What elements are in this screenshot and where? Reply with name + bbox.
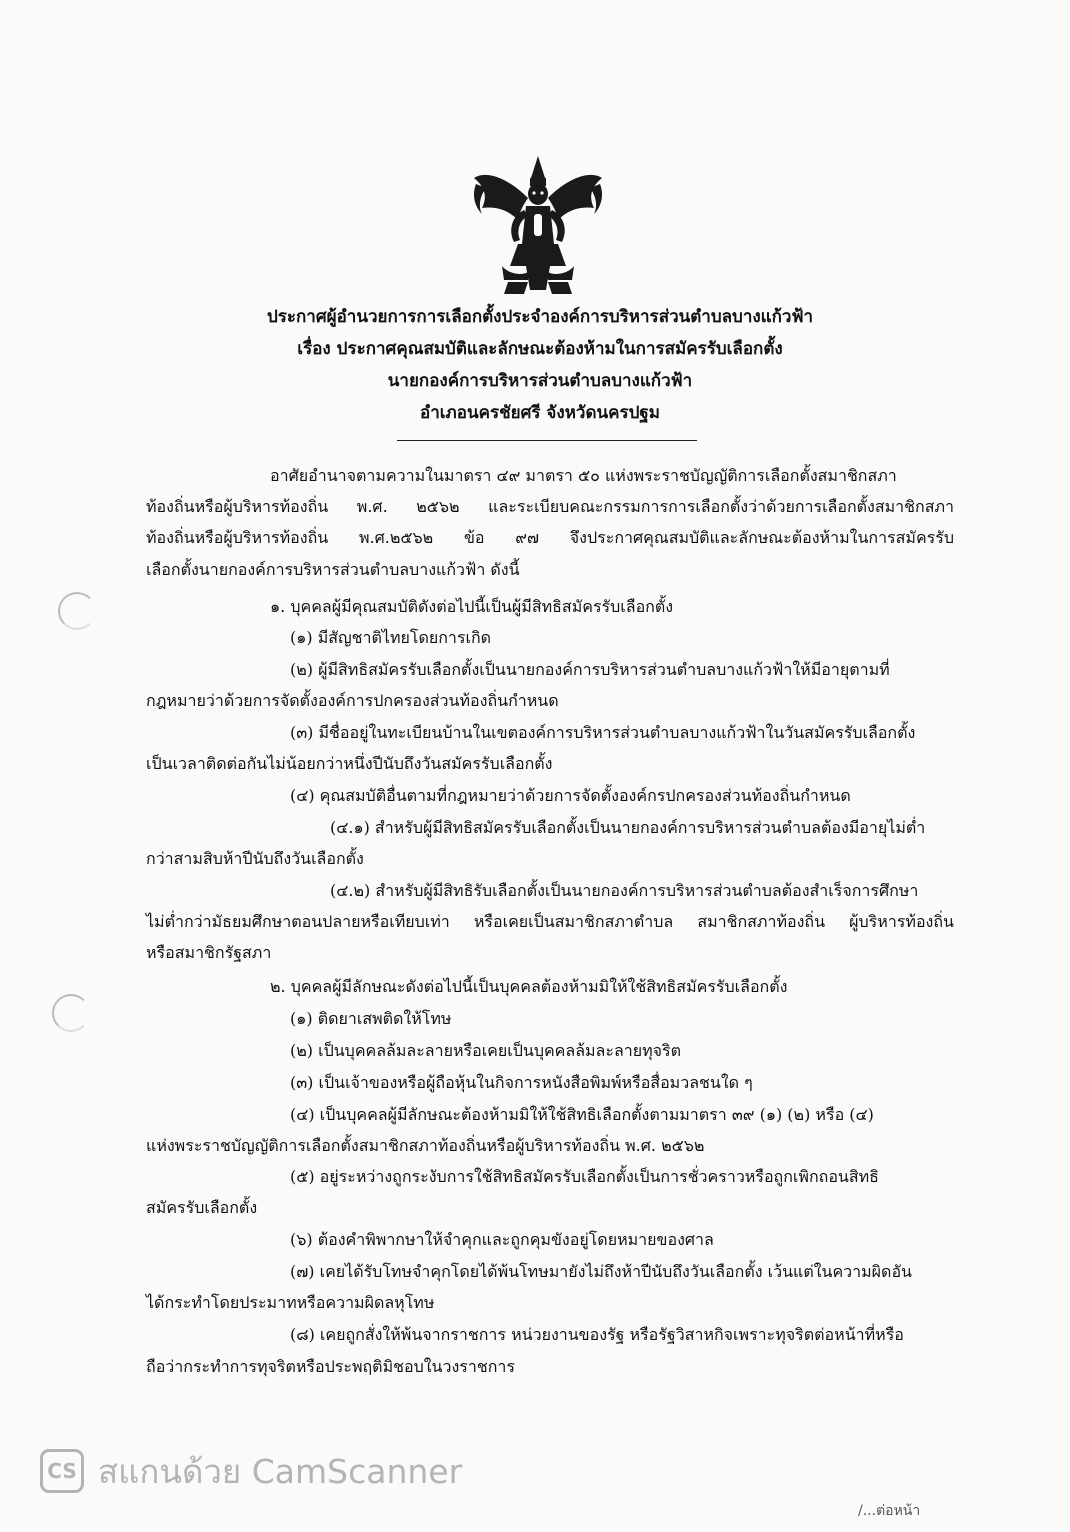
- section-1-item-4-2: (๔.๒) สำหรับผู้มีสิทธิรับเลือกตั้งเป็นนายกองค์การบริหารส่วนตำบลต้องสำเร็จการศึกษา: [330, 881, 919, 900]
- punch-hole: [58, 592, 96, 630]
- section-1-item-4-2-cont2: หรือสมาชิกรัฐสภา: [146, 943, 272, 962]
- section-1-item-2: (๒) ผู้มีสิทธิสมัครรับเลือกตั้งเป็นนายกองค์การบริหารส่วนตำบลบางแก้วฟ้าให้มีอายุตามที่: [290, 660, 890, 679]
- intro-line-3: ท้องถิ่นหรือผู้บริหารท้องถิ่น พ.ศ.๒๕๖๒ ข้อ ๙๗ จึงประกาศคุณสมบัติและลักษณะต้องห้ามในการสมัครรับ: [146, 528, 954, 547]
- section-2-item-6: (๖) ต้องคำพิพากษาให้จำคุกและถูกคุมขังอยู่โดยหมายของศาล: [290, 1230, 714, 1249]
- section-1-item-3: (๓) มีชื่ออยู่ในทะเบียนบ้านในเขตองค์การบริหารส่วนตำบลบางแก้วฟ้าในวันสมัครรับเลือกตั้ง: [290, 723, 916, 742]
- intro-line-1: อาศัยอำนาจตามความในมาตรา ๔๙ มาตรา ๕๐ แห่งพระราชบัญญัติการเลือกตั้งสมาชิกสภา: [270, 466, 897, 485]
- section-2-heading: ๒. บุคคลผู้มีลักษณะดังต่อไปนี้เป็นบุคคลต้องห้ามมิให้ใช้สิทธิสมัครรับเลือกตั้ง: [270, 977, 788, 996]
- notice-title: ประกาศผู้อำนวยการการเลือกตั้งประจำองค์การบริหารส่วนตำบลบางแก้วฟ้า: [266, 307, 814, 327]
- camscanner-text: สแกนด้วย CamScanner: [98, 1451, 463, 1491]
- section-2-item-7-cont: ได้กระทำโดยประมาทหรือความผิดลหุโทษ: [146, 1293, 435, 1312]
- notice-subject-position: นายกองค์การบริหารส่วนตำบลบางแก้วฟ้า: [387, 371, 693, 391]
- heading-divider: [397, 440, 697, 441]
- page-continuation: /...ต่อหน้า: [858, 1503, 921, 1519]
- camscanner-watermark: [40, 1448, 462, 1494]
- section-1-heading: ๑. บุคคลผู้มีคุณสมบัติดังต่อไปนี้เป็นผู้มีสิทธิสมัครรับเลือกตั้ง: [270, 597, 674, 616]
- section-1-item-4: (๔) คุณสมบัติอื่นตามที่กฎหมายว่าด้วยการจัดตั้งองค์กรปกครองส่วนท้องถิ่นกำหนด: [290, 786, 851, 805]
- section-2-item-3: (๓) เป็นเจ้าของหรือผู้ถือหุ้นในกิจการหนังสือพิมพ์หรือสื่อมวลชนใด ๆ: [290, 1073, 753, 1092]
- intro-line-4: เลือกตั้งนายกองค์การบริหารส่วนตำบลบางแก้วฟ้า ดังนี้: [146, 560, 520, 579]
- section-1-item-1: (๑) มีสัญชาติไทยโดยการเกิด: [290, 628, 492, 647]
- section-2-item-2: (๒) เป็นบุคคลล้มละลายหรือเคยเป็นบุคคลล้มละลายทุจริต: [290, 1041, 682, 1060]
- section-1-item-3-cont: เป็นเวลาติดต่อกันไม่น้อยกว่าหนึ่งปีนับถึงวันสมัครรับเลือกตั้ง: [146, 754, 553, 773]
- section-2-item-8: (๘) เคยถูกสั่งให้พ้นจากราชการ หน่วยงานของรัฐ หรือรัฐวิสาหกิจเพราะทุจริตต่อหน้าที่หรือ: [290, 1325, 904, 1344]
- section-1-item-4-1-cont: กว่าสามสิบห้าปีนับถึงวันเลือกตั้ง: [146, 849, 364, 868]
- section-2-item-4: (๔) เป็นบุคคลผู้มีลักษณะต้องห้ามมิให้ใช้สิทธิเลือกตั้งตามมาตรา ๓๙ (๑) (๒) หรือ (๔): [290, 1105, 874, 1124]
- section-2-item-7: (๗) เคยได้รับโทษจำคุกโดยได้พ้นโทษมายังไม่ถึงห้าปีนับถึงวันเลือกตั้ง เว้นแต่ในความผิดอัน: [290, 1262, 912, 1281]
- punch-hole: [52, 994, 90, 1032]
- section-2-item-8-cont: ถือว่ากระทำการทุจริตหรือประพฤติมิชอบในวงราชการ: [146, 1357, 515, 1376]
- section-2-item-5-cont: สมัครรับเลือกตั้ง: [146, 1198, 258, 1217]
- notice-subject: เรื่อง ประกาศคุณสมบัติและลักษณะต้องห้ามในการสมัครรับเลือกตั้ง: [297, 339, 783, 359]
- section-1-item-4-1: (๔.๑) สำหรับผู้มีสิทธิสมัครรับเลือกตั้งเป็นนายกองค์การบริหารส่วนตำบลต้องมีอายุไม่ต่ำ: [330, 818, 926, 837]
- notice-location: อำเภอนครชัยศรี จังหวัดนครปฐม: [419, 403, 660, 423]
- intro-line-2: ท้องถิ่นหรือผู้บริหารท้องถิ่น พ.ศ. ๒๕๖๒ และระเบียบคณะกรรมการการเลือกตั้งว่าด้วยการเลือกตั้งสมาชิกสภา: [146, 497, 954, 516]
- section-2-item-5: (๕) อยู่ระหว่างถูกระงับการใช้สิทธิสมัครรับเลือกตั้งเป็นการชั่วคราวหรือถูกเพิกถอนสิทธิ: [290, 1167, 879, 1186]
- camscanner-logo-icon: CS: [40, 1449, 84, 1493]
- garuda-emblem-icon: [468, 148, 608, 298]
- section-2-item-1: (๑) ติดยาเสพติดให้โทษ: [290, 1009, 452, 1028]
- section-2-item-4-cont: แห่งพระราชบัญญัติการเลือกตั้งสมาชิกสภาท้องถิ่นหรือผู้บริหารท้องถิ่น พ.ศ. ๒๕๖๒: [146, 1136, 705, 1155]
- section-1-item-4-2-cont: ไม่ต่ำกว่ามัธยมศึกษาตอนปลายหรือเทียบเท่า หรือเคยเป็นสมาชิกสภาตำบล สมาชิกสภาท้องถิ่น ผู้บริหารท้องถิ่น: [146, 912, 954, 931]
- section-1-item-2-cont: กฎหมายว่าด้วยการจัดตั้งองค์การปกครองส่วนท้องถิ่นกำหนด: [146, 691, 559, 710]
